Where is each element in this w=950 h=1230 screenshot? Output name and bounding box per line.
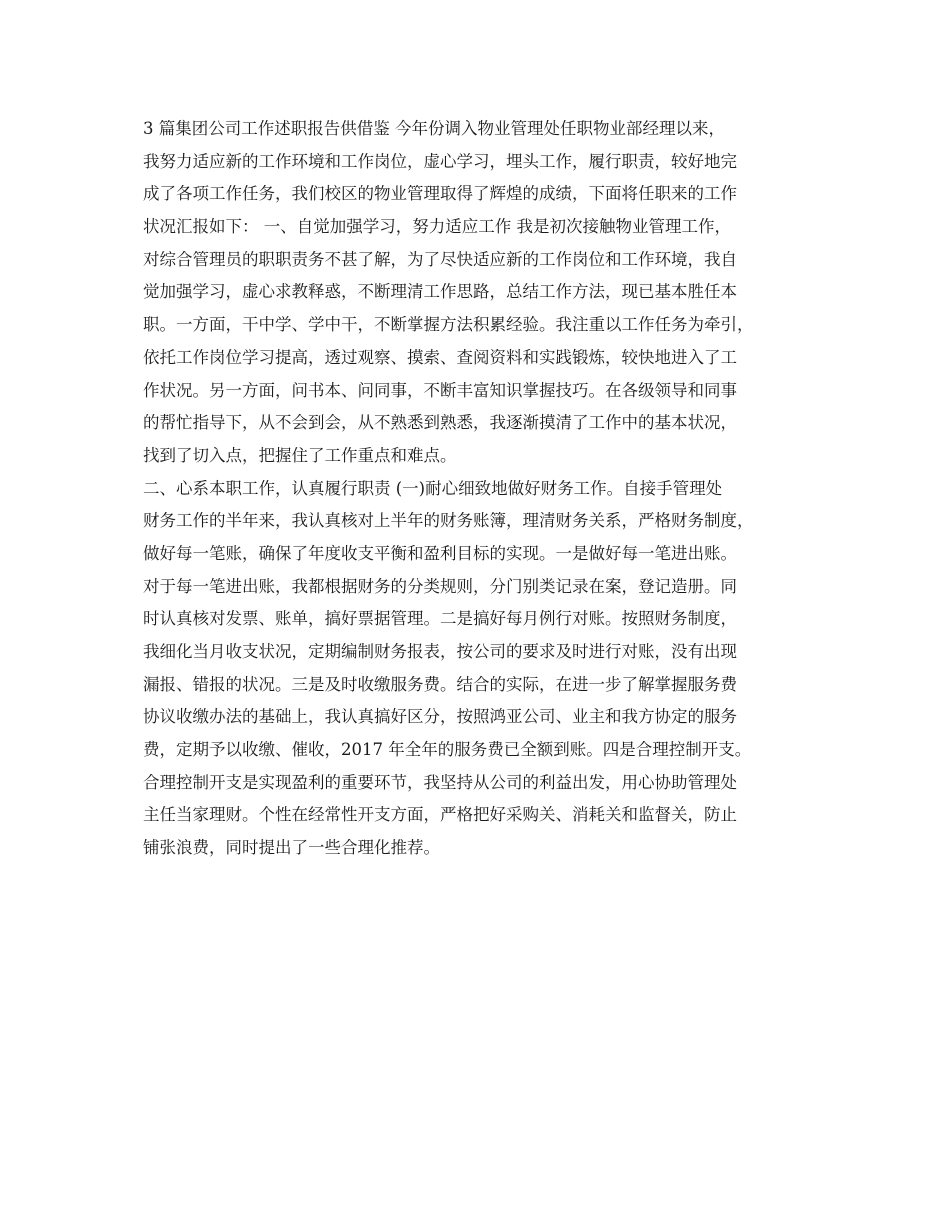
document-body: [143, 113, 823, 865]
text-line-22: 主任当家理财。个性在经常性开支方面，严格把好采购关、消耗关和监督关，防止: [143, 805, 737, 825]
text-line-20: 费，定期予以收缴、催收，2017 年全年的服务费已全额到账。四是合理控制开支。: [143, 740, 752, 760]
text-line-18: 漏报、错报的状况。三是及时收缴服务费。结合的实际，在进一步了解掌握服务费: [143, 674, 737, 694]
text-line-6: 觉加强学习，虚心求教释惑，不断理清工作思路，总结工作方法，现已基本胜任本: [143, 282, 737, 302]
text-line-5: 对综合管理员的职职责务不甚了解，为了尽快适应新的工作岗位和工作环境，我自: [143, 249, 737, 269]
text-line-15: 对于每一笔进出账，我都根据财务的分类规则，分门别类记录在案，登记造册。同: [143, 576, 737, 596]
text-line-4: 状况汇报如下： 一、自觉加强学习，努力适应工作 我是初次接触物业管理工作，: [143, 217, 731, 237]
text-line-2: 我努力适应新的工作环境和工作岗位，虚心学习，埋头工作，履行职责，较好地完: [143, 151, 737, 171]
text-line-1: 3 篇集团公司工作述职报告供借鉴 今年份调入物业管理处任职物业部经理以来，: [143, 119, 725, 138]
text-line-14: 做好每一笔账，确保了年度收支平衡和盈利目标的实现。一是做好每一笔进出账。: [143, 543, 737, 563]
text-line-12: 二、心系本职工作，认真履行职责 (一)耐心细致地做好财务工作。自接手管理处: [143, 478, 723, 498]
text-line-17: 我细化当月收支状况，定期编制财务报表，按公司的要求及时进行对账，没有出现: [143, 642, 737, 661]
text-line-10: 的帮忙指导下，从不会到会，从不熟悉到熟悉，我逐渐摸清了工作中的基本状况，: [143, 413, 737, 433]
text-line-19: 协议收缴办法的基础上，我认真搞好区分，按照鸿亚公司、业主和我方协定的服务: [143, 707, 737, 727]
text-line-9: 作状况。另一方面，问书本、问同事，不断丰富知识掌握技巧。在各级领导和同事: [143, 380, 737, 400]
text-line-21: 合理控制开支是实现盈利的重要环节，我坚持从公司的利益出发，用心协助管理处: [143, 772, 737, 792]
text-line-16: 时认真核对发票、账单，搞好票据管理。二是搞好每月例行对账。按照财务制度，: [143, 609, 737, 629]
text-line-8: 依托工作岗位学习提高，透过观察、摸索、查阅资料和实践锻炼，较快地进入了工: [143, 347, 737, 367]
text-line-23: 铺张浪费，同时提出了一些合理化推荐。: [143, 838, 440, 858]
text-line-11: 找到了切入点，把握住了工作重点和难点。: [143, 445, 457, 465]
text-line-3: 成了各项工作任务，我们校区的物业管理取得了辉煌的成绩，下面将任职来的工作: [143, 184, 737, 204]
text-line-7: 职。一方面，干中学、学中干，不断掌握方法积累经验。我注重以工作任务为牵引，: [143, 315, 754, 335]
text-line-13: 财务工作的半年来，我认真核对上半年的财务账簿，理清财务关系，严格财务制度，: [143, 511, 754, 531]
